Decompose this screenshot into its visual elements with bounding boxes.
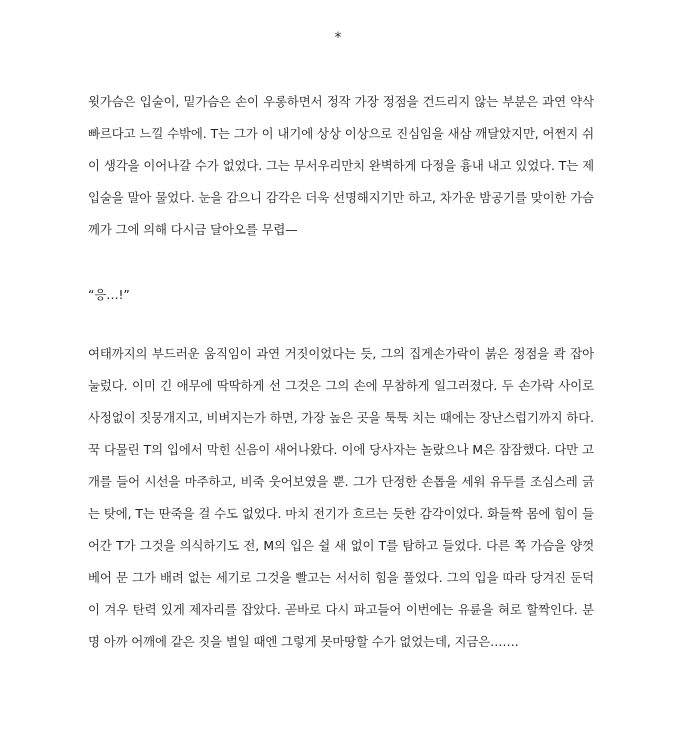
section-divider: * xyxy=(334,30,342,46)
paragraph-1: 윗가슴은 입술이, 밑가슴은 손이 우롱하면서 정작 가장 정점을 건드리지 않는 부분은 과연 약삭빠르다고 느낄 수밖에. T는 그가 이 내기에 상상 이상으로 진심임을 새삼 깨달았지만, 어쩐지 쉬이 생각을 이어나갈 수가 없었다. 그는 무서우리만치 완벽하게 다정을 흉내 내고 있었다. T는 제 입술을 말아 물었다. 눈을 감으니 감각은 더욱 선명해지기만 하고, 차가운 밤공기를 맞이한 가슴께가 그에 의해 다시금 달아오를 무렵— xyxy=(88,94,594,237)
paragraph-3: 여태까지의 부드러운 움직임이 과연 거짓이었다는 듯, 그의 집게손가락이 붉은 정점을 콱 잡아 눌렀다. 이미 긴 애무에 딱딱하게 선 그것은 그의 손에 무참하게 일그러졌다. 두 손가락 사이로 사정없이 짓뭉개지고, 비벼지는가 하면, 가장 높은 곳을 툭툭 치는 때에는 장난스럽기까지 하다. 꾹 다물린 T의 입에서 막힌 신음이 새어나왔다. 이에 당사자는 놀랐으나 M은 잠잠했다. 다만 고개를 들어 시선을 마주하고, 비죽 웃어보였을 뿐. 그가 단정한 손톱을 세워 유두를 조심스레 긁는 탓에, T는 딴죽을 걸 수도 없었다. 마치 전기가 흐르는 듯한 감각이었다. 화들짝 몸에 힘이 들어간 T가 그것을 의식하기도 전, M의 입은 쉴 새 없이 T를 탐하고 들었다. 다른 쪽 가슴을 양껏 베어 문 그가 배려 없는 세기로 그것을 빨고는 서서히 힘을 풀었다. 그의 입을 따라 당겨진 둔덕이 겨우 탄력 있게 제자리를 잡았다. 곧바로 다시 파고들어 이번에는 유륜을 혀로 할짝인다. 분명 아까 어깨에 같은 짓을 벌일 때엔 그렇게 못마땅할 수가 없었는데, 지금은……. xyxy=(88,346,594,649)
dialogue-line: “응…!” xyxy=(88,287,130,302)
